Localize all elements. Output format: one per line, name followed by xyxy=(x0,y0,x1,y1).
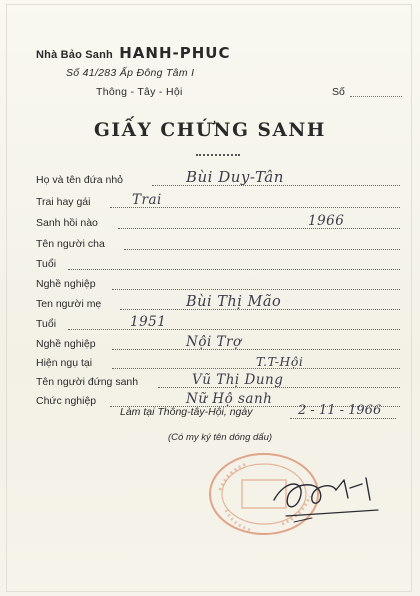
field-label: Tên người cha xyxy=(36,238,105,250)
field-row-sex xyxy=(36,192,400,210)
place-date-line xyxy=(120,403,400,418)
place-text: Làm tại Thông-tây-Hội, ngày xyxy=(120,406,253,418)
field-label: Trai hay gái xyxy=(36,196,91,208)
field-value: 1966 xyxy=(308,213,345,229)
clinic-brand: HANH-PHUC xyxy=(119,44,231,62)
field-label: Chức nghiệp xyxy=(36,395,97,407)
field-value: Vũ Thị Dung xyxy=(192,372,284,388)
clinic-address: Số 41/283 Ấp Đông Tâm I xyxy=(66,67,195,79)
field-label: Nghề nghiệp xyxy=(36,338,96,350)
field-label: Nghề nghiệp xyxy=(36,278,96,290)
number-line xyxy=(350,96,402,97)
document-title: GIẤY CHỨNG SANH xyxy=(93,120,327,141)
field-value: Nội Trợ xyxy=(186,334,242,350)
field-label: Hiện ngụ tại xyxy=(36,357,93,369)
field-label: Sanh hồi nào xyxy=(36,217,98,229)
field-dots xyxy=(68,329,400,330)
field-row-child-name xyxy=(36,170,400,188)
field-row-mother-name xyxy=(36,294,400,312)
field-row-father-occupation xyxy=(36,274,400,292)
field-value: 1951 xyxy=(130,314,167,330)
signature-icon xyxy=(266,470,386,530)
field-label: Tuổi xyxy=(36,258,57,270)
field-dots xyxy=(68,269,400,270)
field-value: Nữ Hộ sanh xyxy=(186,391,273,407)
issue-date: 2 - 11 - 1966 xyxy=(298,403,382,418)
field-row-birth-date xyxy=(36,213,400,231)
field-label: Họ và tên đứa nhỏ xyxy=(36,174,124,186)
field-dots xyxy=(112,349,400,350)
field-dots xyxy=(112,289,400,290)
field-label: Tuổi xyxy=(36,318,57,330)
field-row-midwife-name xyxy=(36,372,400,390)
field-row-mother-age xyxy=(36,314,400,332)
field-value: Bùi Duy-Tân xyxy=(186,168,284,186)
clinic-district: Thông - Tây - Hội xyxy=(96,86,183,98)
field-label: Tên người đứng sanh xyxy=(36,376,139,388)
clinic-prefix: Nhà Bảo Sanh xyxy=(36,49,113,61)
field-label: Ten người mẹ xyxy=(36,298,102,310)
field-row-mother-occupation xyxy=(36,334,400,352)
field-row-father-name xyxy=(36,234,400,252)
field-row-father-age xyxy=(36,254,400,272)
number-label: Số xyxy=(332,86,345,98)
field-dots xyxy=(118,228,400,229)
field-value: T.T-Hội xyxy=(256,354,304,369)
field-row-residence xyxy=(36,353,400,371)
clinic-name-line xyxy=(36,44,230,62)
field-value: Trai xyxy=(132,192,162,208)
field-value: Bùi Thị Mão xyxy=(186,294,282,310)
title-rule xyxy=(196,154,240,156)
date-dots xyxy=(290,418,396,419)
signature-note: (Có my ký tên dóng dấu) xyxy=(168,432,273,443)
field-dots xyxy=(124,249,400,250)
